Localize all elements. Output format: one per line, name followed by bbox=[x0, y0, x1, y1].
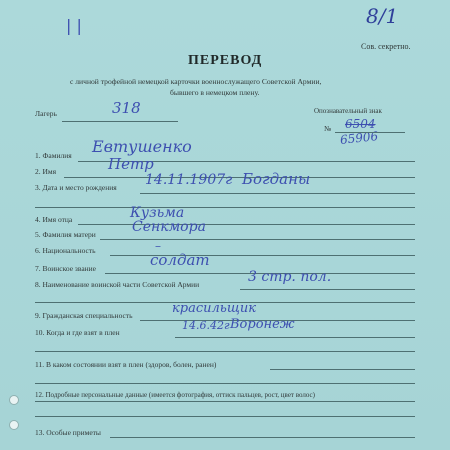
field-line-mother bbox=[100, 239, 415, 240]
field-value-capture-date: 14.6.42г bbox=[182, 319, 230, 332]
id-tag-line bbox=[335, 132, 405, 133]
field-label-father: 4. Имя отца bbox=[35, 215, 73, 224]
field-line-capture-extra bbox=[35, 351, 415, 352]
field-label-birth: 3. Дата и место рождения bbox=[35, 183, 117, 192]
field-value-father: Кузьма bbox=[130, 205, 185, 221]
subtitle-line-1: с личной трофейной немецкой карточки военнослужащего Советской Армии, bbox=[70, 77, 322, 86]
field-label-rank: 7. Воинское звание bbox=[35, 264, 97, 273]
field-value-unit: 3 стр. пол. bbox=[248, 269, 332, 285]
field-label-specialty: 9. Гражданская специальность bbox=[35, 311, 133, 320]
field-value-mother: Сенкмора bbox=[132, 219, 206, 235]
camp-line bbox=[62, 121, 178, 122]
camp-label: Лагерь bbox=[35, 109, 57, 118]
field-value-surname: Евтушенко bbox=[92, 137, 192, 156]
field-label-nationality: 6. Национальность bbox=[35, 246, 96, 255]
field-label-mother: 5. Фамилия матери bbox=[35, 230, 96, 239]
field-label-surname: 1. Фамилия bbox=[35, 151, 72, 160]
field-label-special-marks: 13. Особые приметы bbox=[35, 428, 101, 437]
field-label-capture: 10. Когда и где взят в плен bbox=[35, 328, 120, 337]
handwritten-mark-left: | | bbox=[66, 16, 82, 35]
field-line-condition-extra bbox=[35, 383, 415, 384]
field-label-condition: 11. В каком состоянии взят в плен (здоров, болен, ранен) bbox=[35, 360, 217, 369]
field-line-birth bbox=[140, 193, 415, 194]
id-tag-number-label: № bbox=[324, 124, 332, 133]
sheet-number: 8/1 bbox=[366, 4, 399, 28]
id-tag-value: 65906 bbox=[339, 129, 379, 147]
field-label-personal-details: 12. Подробные персональные данные (имеется фотография, оттиск пальцев, рост, цвет волос) bbox=[35, 391, 315, 399]
field-label-unit: 8. Наименование воинской части Советской Армии bbox=[35, 280, 200, 289]
secret-mark: Сов. секретно. bbox=[361, 42, 411, 51]
id-tag-struck-value: 6504 bbox=[345, 117, 376, 131]
field-line-personal-details-extra bbox=[35, 416, 415, 417]
field-line-name bbox=[64, 177, 415, 178]
field-label-name: 2. Имя bbox=[35, 167, 57, 176]
subtitle-line-2: бывшего в немецком плену. bbox=[170, 88, 260, 97]
field-line-unit bbox=[240, 289, 415, 290]
page-title: ПЕРЕВОД bbox=[188, 53, 263, 68]
field-value-specialty: красильщик bbox=[172, 301, 256, 316]
field-line-special-marks bbox=[110, 437, 415, 438]
field-line-personal-details bbox=[35, 401, 415, 402]
camp-value: 318 bbox=[112, 99, 141, 117]
id-tag-label: Опознавательный знак bbox=[314, 107, 382, 115]
field-value-name: Петр bbox=[108, 155, 154, 173]
punch-hole-top bbox=[9, 395, 19, 405]
field-value-capture-place: Воронеж bbox=[230, 317, 295, 332]
field-value-nationality: – bbox=[155, 239, 161, 253]
field-value-birth-date: 14.11.1907г bbox=[145, 172, 233, 188]
field-line-condition bbox=[270, 369, 415, 370]
field-line-father bbox=[78, 224, 415, 225]
field-line-birth-extra bbox=[35, 207, 415, 208]
field-line-capture bbox=[175, 337, 415, 338]
punch-hole-bottom bbox=[9, 420, 19, 430]
field-value-rank: солдат bbox=[150, 251, 210, 269]
field-value-birth-place: Богданы bbox=[242, 170, 311, 188]
